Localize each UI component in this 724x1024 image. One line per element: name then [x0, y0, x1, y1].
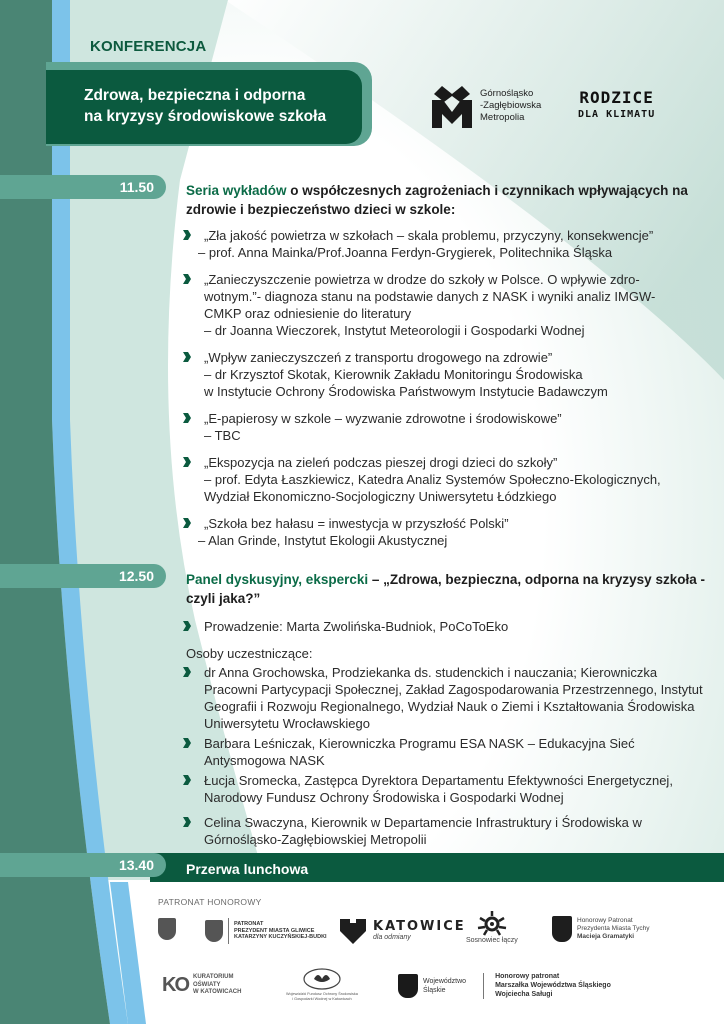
logo-rodzice-dla-klimatu [578, 88, 655, 120]
lecture-line: „E-papierosy w szkole – wyzwanie zdrowotne i środowiskowe” [204, 411, 562, 426]
lecture-item [186, 454, 706, 505]
marszalek-line3: Wojciecha Saługi [495, 991, 553, 998]
kuratorium-line2: OŚWIATY [193, 981, 221, 988]
ko-mark: KO [162, 974, 188, 996]
slaskie-line2: Śląskie [423, 986, 446, 994]
lecture-line: „Zanieczyszczenie powietrza w drodze do szkoły w Polsce. O wpływie zdro- [204, 272, 640, 287]
tychy-line3: Macieja Gramatyki [577, 933, 635, 940]
lunch-label: Przerwa lunchowa [186, 861, 309, 877]
participants-list [186, 664, 706, 848]
event-kicker: KONFERENCJA [90, 38, 207, 55]
logo-tychy [552, 916, 650, 942]
katowice-name: KATOWICE [373, 919, 466, 934]
gzm-line2: -Zagłębiowska [480, 100, 542, 111]
lecture-line: – dr Joanna Wieczorek, Instytut Meteorologii i Gospodarki Wodnej [204, 323, 585, 338]
time-badge-1250: 12.50 [0, 564, 166, 588]
bullet-arrow-icon [182, 774, 192, 786]
tychy-line1: Honorowy Patronat [577, 917, 633, 924]
logo-kuratorium [162, 974, 241, 997]
gliwice-line3: KATARZYNY KUCZYŃSKIEJ-BUDKI [234, 934, 327, 941]
participant-item [186, 772, 706, 806]
panel-section [186, 570, 706, 851]
gzm-line3: Metropolia [480, 112, 525, 123]
heading-rest: o współczesnych zagrożeniach i czynnikach wpływających na zdrowie i bezpieczeństwo dzieci w szkole: [186, 183, 688, 217]
bullet-arrow-icon [182, 620, 192, 632]
tychy-line2: Prezydenta Miasta Tychy [577, 925, 650, 932]
lecture-line: w Instytucie Ochrony Środowiska Państwowym Instytucie Badawczym [204, 384, 608, 399]
participant-text: Celina Swaczyna, Kierownik w Departamencie Infrastruktury i Środowiska w Górnośląsko-Zagłębiowskiej Metropolii [204, 815, 642, 847]
lecture-line: wotnym.”- diagnoza stanu na podstawie danych z NASK i wyniki analiz IMGW- [204, 289, 656, 304]
heading-rest: – „Zdrowa, bezpieczna, odporna na kryzysy szkoła - czyli jaka?” [186, 572, 705, 606]
participant-text: dr Anna Grochowska, Prodziekanka ds. studenckich i nauczania; Kierowniczka Pracowni Partycypacji Społecznej, Zakład Zagospodarowania Przestrzennego, Instytut Geografii i Rozwoju Regionalnego, Wydział Nauk o Ziemi i Kształtowania Środowiska Uniwersytetu Wrocławskiego [204, 665, 703, 731]
heading-accent: Seria wykładów [186, 183, 287, 198]
participant-item [186, 814, 706, 848]
lecture-line: „Ekspozycja na zieleń podczas pieszej drogi dzieci do szkoły” [204, 455, 558, 470]
logo-katowice [338, 915, 466, 945]
lecture-line: „Wpływ zanieczyszczeń z transportu drogowego na zdrowie” [204, 350, 553, 365]
panel-heading [186, 570, 706, 608]
bullet-arrow-icon [182, 229, 192, 241]
lecture-line: „Szkoła bez hałasu = inwestycja w przyszłość Polski” [204, 516, 509, 531]
wfosigw-leaf-icon [302, 968, 342, 990]
bullet-arrow-icon [182, 351, 192, 363]
logo-wojewodztwo-slaskie [398, 972, 611, 999]
event-title-line1: Zdrowa, bezpieczna i odporna [84, 87, 306, 104]
divider [228, 918, 229, 944]
crest-icon [205, 920, 223, 942]
katowice-sub: dla odmiany [373, 934, 411, 941]
lecture-line: – prof. Edyta Łaszkiewicz, Katedra Analiz Systemów Społeczno-Ekologicznych, [204, 472, 661, 487]
logo-sosnowiec [466, 910, 518, 944]
lecture-list [186, 227, 706, 549]
sosnowiec-name: Sosnowiec łączy [466, 937, 518, 944]
rodzice-line1: RODZICE [579, 88, 654, 107]
lecture-item [186, 349, 706, 400]
lecture-line: „Zła jakość powietrza w szkołach – skala problemu, przyczyny, konsekwencje” [204, 228, 654, 243]
logo-patronat-gliwice [205, 918, 327, 944]
event-title [84, 85, 326, 127]
rodzice-line2: DLA KLIMATU [578, 109, 656, 120]
time-badge-1150: 11.50 [0, 175, 166, 199]
participant-item [186, 664, 706, 732]
lecture-item [186, 410, 706, 444]
bullet-arrow-icon [182, 517, 192, 529]
wfosigw-line1: Wojewódzki Fundusz Ochrony Środowiska [286, 992, 358, 996]
bullet-arrow-icon [182, 273, 192, 285]
bullet-arrow-icon [182, 816, 192, 828]
marszalek-line1: Honorowy patronat [495, 973, 560, 980]
moderator-text: Prowadzenie: Marta Zwolińska-Budniok, PoCoToEko [204, 619, 509, 634]
participant-text: Barbara Leśniczak, Kierowniczka Programu ESA NASK – Edukacyjna Sieć Antysmogowa NASK [204, 736, 635, 768]
gzm-m-icon [432, 84, 472, 128]
event-title-line2: na kryzysy środowiskowe szkoła [84, 108, 327, 125]
lecture-item [186, 227, 706, 261]
marszalek-line2: Marszałka Województwa Śląskiego [495, 982, 611, 989]
eagle-crest-icon [398, 974, 418, 998]
moderator-item [186, 618, 706, 635]
lecture-series-section [186, 181, 706, 559]
katowice-heart-icon [338, 915, 368, 945]
sosnowiec-sun-icon [476, 910, 508, 936]
lecture-item [186, 271, 706, 339]
lecture-item [186, 515, 706, 549]
lecture-line: – prof. Anna Mainka/Prof.Joanna Ferdyn-Grygierek, Politechnika Śląska [198, 245, 613, 260]
lecture-line: – Alan Grinde, Instytut Ekologii Akustycznej [198, 533, 448, 548]
logo-wfosigw [286, 968, 358, 1001]
lecture-line: – TBC [204, 428, 241, 443]
lecture-line: CMKP oraz odniesienie do literatury [204, 306, 412, 321]
crest-icon [158, 918, 176, 940]
participant-item [186, 735, 706, 769]
lecture-series-heading [186, 181, 706, 219]
time-badge-1340: 13.40 [0, 853, 166, 877]
gliwice-line1: PATRONAT [234, 921, 264, 928]
bullet-arrow-icon [182, 737, 192, 749]
kuratorium-line1: KURATORIUM [193, 974, 234, 981]
divider [483, 973, 484, 999]
gliwice-line2: PREZYDENT MIASTA GLIWICE [234, 927, 315, 934]
gzm-line1: Górnośląsko [480, 88, 534, 99]
crest-icon [552, 916, 572, 942]
lecture-line: Wydział Ekonomiczno-Socjologiczny Uniwersytetu Łódzkiego [204, 489, 557, 504]
slaskie-line1: Województwo [423, 977, 467, 985]
lecture-line: – dr Krzysztof Skotak, Kierownik Zakładu Monitoringu Środowiska [204, 367, 583, 382]
patronage-label: PATRONAT HONOROWY [158, 897, 262, 907]
bullet-arrow-icon [182, 412, 192, 424]
participant-text: Łucja Sromecka, Zastępca Dyrektora Departamentu Efektywności Energetycznej, Narodowy Fundusz Ochrony Środowiska i Gospodarki Wodnej [204, 773, 673, 805]
bullet-arrow-icon [182, 456, 192, 468]
logo-gliwice-crest [158, 918, 176, 940]
wfosigw-line2: i Gospodarki Wodnej w Katowicach [292, 996, 352, 1001]
moderator-list [186, 618, 706, 635]
heading-accent: Panel dyskusyjny, ekspercki [186, 572, 369, 587]
participants-label: Osoby uczestniczące: [186, 646, 313, 661]
bullet-arrow-icon [182, 666, 192, 678]
logo-gzm-metropolia [432, 84, 541, 128]
kuratorium-line3: W KATOWICACH [193, 989, 242, 996]
